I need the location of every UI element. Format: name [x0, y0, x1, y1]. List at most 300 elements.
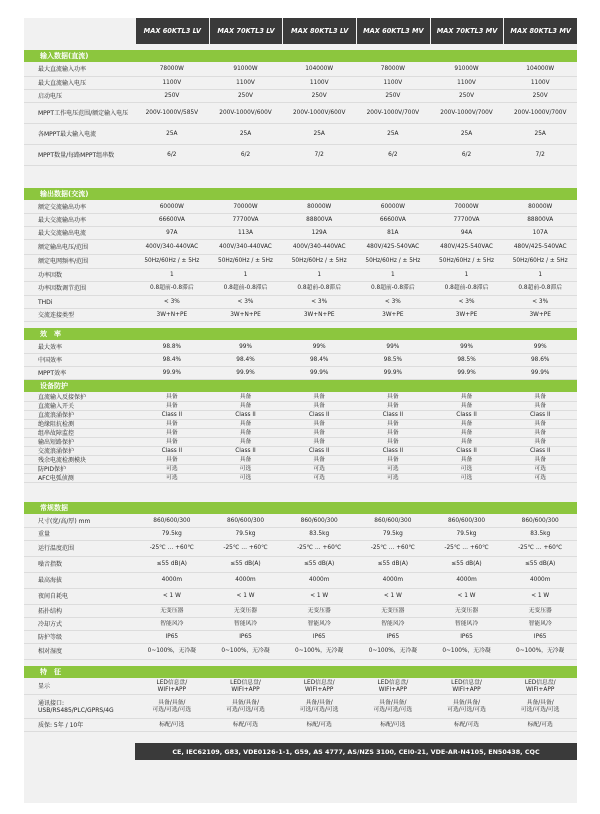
spec-value: 0.8超前-0.8滞后: [297, 285, 342, 291]
spec-value: 4000m: [161, 577, 183, 583]
spec-value: 4000m: [382, 577, 404, 583]
spec-label: 交流连接类型: [38, 311, 75, 319]
spec-value: < 3%: [458, 298, 475, 305]
spec-value: 具备/具备/ 可选/可选/可选: [373, 699, 413, 713]
spec-value: 3W+PE: [529, 311, 551, 318]
spec-value: 860/600/300: [300, 517, 338, 524]
spec-value: 3W+PE: [382, 311, 404, 318]
spec-value: 80000W: [307, 203, 332, 210]
spec-value: 79.5kg: [382, 530, 403, 537]
spec-value: 1: [317, 271, 322, 278]
section-header: 效 率: [24, 328, 577, 340]
spec-value: 25A: [534, 130, 546, 137]
spec-value: LED信息盘/ WIFI+APP: [377, 679, 409, 693]
spec-value: 具备: [166, 393, 178, 400]
spec-value: 83.5kg: [309, 530, 330, 537]
spec-value: 可选: [166, 465, 178, 472]
spec-value: < 1 W: [531, 593, 550, 599]
spec-label: 尺寸(宽/高/厚) mm: [38, 517, 91, 525]
model-header-4: MAX 70KTL3 MV: [430, 18, 504, 44]
model-header-0: MAX 60KTL3 LV: [135, 18, 209, 44]
spec-value: 具备: [166, 402, 178, 409]
spec-value: 具备: [387, 438, 399, 445]
spec-value: 1100V: [530, 79, 550, 86]
spec-value: 860/600/300: [374, 517, 412, 524]
spec-value: Class II: [382, 411, 404, 418]
section-header: 特 征: [24, 666, 577, 678]
spec-value: IP65: [165, 633, 179, 640]
spec-value: 0~100%，无冷凝: [368, 648, 417, 654]
spec-value: Class II: [235, 411, 256, 418]
spec-value: 1: [169, 271, 174, 278]
spec-row: [24, 402, 577, 411]
spec-value: 无变压器: [307, 607, 331, 614]
spec-value: 98.4%: [309, 356, 329, 363]
spec-label: 交流浪涌保护: [38, 447, 75, 455]
spec-value: 250V: [532, 92, 548, 99]
spec-value: 标配/可选: [527, 721, 553, 728]
spec-value: 113A: [237, 229, 254, 236]
spec-row: [24, 227, 577, 240]
spec-value: 860/600/300: [153, 517, 191, 524]
spec-value: 0~100%，无冷凝: [221, 648, 270, 654]
spec-label: 残余电流检测模块: [38, 456, 87, 464]
spec-value: 无变压器: [233, 607, 258, 614]
spec-value: 99.9%: [236, 369, 255, 376]
spec-row: [24, 438, 577, 447]
spec-value: 200V-1000V/585V: [145, 109, 199, 116]
spec-row: [24, 63, 577, 77]
section-header: 输入数据(直流): [24, 50, 577, 62]
spec-label: AFC电弧侦测: [38, 474, 74, 482]
spec-value: 具备/具备/ 可选/可选/可选: [152, 699, 192, 713]
model-header-5: MAX 80KTL3 MV: [503, 18, 577, 44]
spec-row: [24, 605, 577, 618]
spec-row: [24, 309, 577, 322]
spec-label: 绝缘阻抗检测: [38, 420, 75, 428]
spec-value: ≤55 dB(A): [377, 561, 408, 567]
spec-value: 50Hz/60Hz / ± 5Hz: [365, 258, 421, 264]
spec-value: 99%: [312, 343, 326, 350]
spec-value: 250V: [459, 92, 475, 99]
spec-value: -25℃ … +60℃: [149, 545, 194, 551]
spec-value: 具备/具备/ 可选/可选/可选: [447, 699, 486, 713]
spec-label: 额定输出电压/范围: [38, 243, 89, 251]
spec-value: 0.8超前-0.8滞后: [518, 285, 563, 291]
spec-row: [24, 474, 577, 483]
spec-row: [24, 240, 577, 255]
spec-value: 1100V: [236, 79, 255, 86]
spec-value: 99.9%: [309, 369, 329, 376]
spec-value: < 1 W: [310, 593, 329, 599]
spec-value: -25℃ … +60℃: [223, 545, 268, 551]
spec-value: < 1 W: [162, 593, 181, 599]
spec-row: [24, 695, 577, 719]
spec-row: [24, 631, 577, 644]
spec-value: 25A: [460, 130, 473, 137]
spec-label: 额定电网频率/范围: [38, 258, 89, 265]
spec-value: 50Hz/60Hz / ± 5Hz: [218, 258, 273, 264]
spec-value: 标配/可选: [306, 721, 332, 728]
spec-value: Class II: [308, 411, 330, 418]
spec-value: 6/2: [461, 151, 472, 158]
spec-value: 具备: [166, 429, 178, 436]
spec-value: IP65: [239, 633, 252, 640]
spec-label: 重量: [38, 530, 51, 538]
spec-label: MPPT效率: [38, 369, 67, 377]
spec-value: 94A: [460, 229, 473, 236]
spec-value: 4000m: [456, 577, 477, 583]
spec-value: LED信息盘/ WIFI+APP: [303, 679, 335, 693]
spec-row: [24, 145, 577, 166]
spec-value: 50Hz/60Hz / ± 5Hz: [291, 258, 347, 264]
spec-value: 60000W: [380, 203, 405, 210]
spec-row: [24, 341, 577, 354]
spec-value: 无变压器: [160, 607, 184, 614]
spec-value: 99%: [533, 343, 547, 350]
spec-value: 860/600/300: [447, 517, 486, 524]
spec-value: 70000W: [233, 203, 258, 210]
spec-row: [24, 528, 577, 541]
spec-value: 200V-1000V/700V: [366, 109, 420, 116]
spec-value: 具备: [313, 420, 325, 427]
spec-value: 具备/具备/ 可选/可选/可选: [226, 699, 265, 713]
spec-value: 0.8超前-0.8滞后: [223, 285, 268, 291]
spec-value: 智能风冷: [307, 620, 331, 627]
spec-value: 1100V: [383, 79, 403, 86]
spec-label: 显示: [38, 683, 51, 690]
spec-value: 6/2: [240, 151, 251, 158]
spec-value: 具备/具备/ 可选/可选/可选: [299, 699, 339, 713]
spec-row: [24, 573, 577, 589]
spec-value: < 3%: [163, 298, 180, 305]
spec-value: 可选: [534, 465, 546, 472]
spec-row: [24, 282, 577, 296]
spec-value: 具备: [239, 393, 252, 400]
spec-value: 具备: [460, 438, 473, 445]
spec-label: 最大效率: [38, 343, 63, 351]
spec-value: 0~100%，无冷凝: [295, 648, 344, 654]
spec-value: 0~100%，无冷凝: [516, 648, 565, 654]
spec-value: 250V: [311, 92, 327, 99]
spec-label: 最大交流输出功率: [38, 216, 87, 224]
spec-row: [24, 420, 577, 429]
spec-value: LED信息盘/ WIFI+APP: [524, 679, 556, 693]
spec-value: 0.8超前-0.8滞后: [444, 285, 489, 291]
spec-row: [24, 77, 577, 90]
spec-value: 99.9%: [162, 369, 182, 376]
spec-value: 25A: [166, 130, 178, 137]
spec-value: 480V/425-540VAC: [513, 243, 567, 250]
spec-value: 智能风冷: [381, 620, 405, 627]
spec-value: 可选: [239, 465, 252, 472]
spec-value: 具备: [166, 438, 178, 445]
spec-value: 60000W: [159, 203, 184, 210]
spec-value: 50Hz/60Hz / ± 5Hz: [439, 258, 494, 264]
spec-value: 250V: [237, 92, 254, 99]
spec-value: 400V/340-440VAC: [219, 243, 272, 250]
spec-value: 81A: [387, 229, 399, 236]
spec-label: 直流输入反接保护: [38, 393, 87, 401]
spec-row: [24, 411, 577, 420]
spec-row: [24, 618, 577, 631]
spec-value: 具备: [460, 420, 473, 427]
spec-value: Class II: [308, 447, 330, 454]
spec-value: Class II: [456, 447, 477, 454]
spec-value: 250V: [385, 92, 401, 99]
spec-value: -25℃ … +60℃: [297, 545, 342, 551]
spec-value: 7/2: [535, 151, 545, 158]
spec-value: 1100V: [162, 79, 182, 86]
spec-value: 91000W: [454, 66, 479, 72]
spec-value: 具备: [534, 429, 546, 436]
spec-value: 具备: [313, 438, 325, 445]
spec-value: 1: [391, 271, 395, 278]
spec-value: LED信息盘/ WIFI+APP: [230, 679, 261, 693]
spec-value: 标配/可选: [232, 721, 259, 728]
spec-value: 1: [464, 271, 469, 278]
spec-value: 4000m: [235, 577, 256, 583]
spec-row: [24, 679, 577, 695]
spec-value: 79.5kg: [161, 530, 182, 537]
spec-value: 78000W: [380, 66, 405, 72]
spec-value: Class II: [235, 447, 256, 454]
spec-row: [24, 269, 577, 282]
spec-label: 中国效率: [38, 356, 63, 364]
spec-label: 最大直流输入功率: [38, 66, 87, 73]
spec-value: 25A: [313, 130, 325, 137]
spec-value: -25℃ … +60℃: [518, 545, 563, 551]
spec-row: [24, 429, 577, 438]
model-header-3: MAX 60KTL3 MV: [356, 18, 430, 44]
spec-value: ≤55 dB(A): [525, 561, 556, 567]
spec-value: 1: [538, 271, 543, 278]
spec-value: 77700VA: [232, 216, 259, 223]
spec-value: 129A: [311, 229, 327, 236]
spec-value: 50Hz/60Hz / ± 5Hz: [144, 258, 200, 264]
spec-value: 200V-1000V/700V: [513, 109, 567, 116]
spec-row: [24, 255, 577, 269]
spec-label: 相对湿度: [38, 648, 63, 655]
spec-label: MPPT数量/每路MPPT组串数: [38, 151, 115, 159]
spec-label: 功率因数: [38, 271, 63, 279]
spec-value: 无变压器: [528, 607, 552, 614]
spec-value: 98.4%: [236, 356, 255, 363]
spec-row: [24, 719, 577, 732]
spec-value: < 1 W: [236, 593, 255, 599]
spec-value: 66600VA: [379, 216, 406, 223]
spec-value: 200V-1000V/600V: [292, 109, 346, 116]
spec-value: -25℃ … +60℃: [444, 545, 489, 551]
spec-row: [24, 557, 577, 573]
spec-value: 具备: [313, 393, 325, 400]
spec-value: 可选: [460, 465, 473, 472]
spec-value: 98.4%: [162, 356, 182, 363]
spec-label: 输出短路保护: [38, 438, 75, 446]
spec-value: 77700VA: [453, 216, 480, 223]
spec-value: 具备: [387, 402, 399, 409]
spec-value: 1: [243, 271, 248, 278]
spec-label: 防护等级: [38, 633, 63, 641]
spec-value: 可选: [239, 474, 252, 481]
spec-label: 直流输入开关: [38, 402, 75, 410]
spec-value: 智能风冷: [454, 620, 479, 627]
spec-value: ≤55 dB(A): [230, 561, 261, 567]
spec-value: 0.8超前-0.8滞后: [370, 285, 415, 291]
spec-label: 运行温度范围: [38, 545, 75, 552]
spec-value: 25A: [387, 130, 399, 137]
spec-value: 具备: [166, 456, 178, 463]
spec-value: 25A: [239, 130, 252, 137]
spec-value: 具备: [239, 456, 252, 463]
section-header: 常规数据: [24, 502, 577, 514]
spec-row: [24, 124, 577, 145]
spec-value: 860/600/300: [226, 517, 265, 524]
spec-value: 50Hz/60Hz / ± 5Hz: [512, 258, 568, 264]
spec-value: 具备: [460, 393, 473, 400]
spec-row: [24, 367, 577, 380]
spec-value: ≤55 dB(A): [451, 561, 482, 567]
spec-value: 99%: [460, 343, 473, 350]
spec-value: 具备: [460, 456, 473, 463]
spec-value: 99.9%: [530, 369, 550, 376]
spec-value: 具备: [534, 420, 546, 427]
spec-row: [24, 456, 577, 465]
spec-row: [24, 465, 577, 474]
certifications-footer: CE, IEC62109, G83, VDE0126-1-1, G59, AS 4777, AS/NZS 3100, CEI0-21, VDE-AR-N4105, EN50438, CQC: [135, 743, 577, 760]
spec-value: 88800VA: [527, 216, 554, 223]
spec-value: 107A: [532, 229, 548, 236]
spec-label: 组串故障监控: [38, 429, 75, 437]
spec-value: 88800VA: [306, 216, 333, 223]
section-header: 设备防护: [24, 380, 577, 392]
spec-value: 98.8%: [162, 343, 182, 350]
spec-value: 200V-1000V/700V: [440, 109, 493, 116]
spec-value: 具备: [534, 393, 546, 400]
spec-value: < 3%: [237, 298, 254, 305]
spec-value: 400V/340-440VAC: [292, 243, 346, 250]
spec-value: < 3%: [532, 298, 549, 305]
spec-value: 99.9%: [457, 369, 476, 376]
spec-value: 97A: [166, 229, 178, 236]
spec-value: Class II: [382, 447, 404, 454]
spec-label: 最大交流输出电流: [38, 229, 87, 237]
spec-value: < 1 W: [457, 593, 476, 599]
spec-value: 0~100%，无冷凝: [442, 648, 491, 654]
spec-value: Class II: [161, 411, 183, 418]
spec-value: Class II: [161, 447, 183, 454]
spec-value: 0.8超前-0.8滞后: [149, 285, 194, 291]
spec-value: 可选: [313, 465, 325, 472]
spec-value: 具备: [387, 456, 399, 463]
spec-label: 噪音指数: [38, 561, 63, 568]
spec-row: [24, 447, 577, 456]
spec-value: 可选: [387, 474, 399, 481]
spec-value: 66600VA: [158, 216, 185, 223]
spec-value: 480V/425-540VAC: [366, 243, 420, 250]
spec-label: 夜间自耗电: [38, 593, 69, 600]
spec-value: < 3%: [311, 298, 328, 305]
spec-value: 具备: [534, 456, 546, 463]
spec-row: [24, 393, 577, 402]
spec-row: [24, 201, 577, 214]
spec-value: 具备: [313, 456, 325, 463]
spec-label: 质保: 5年 / 10年: [38, 721, 84, 729]
spec-value: 具备: [166, 420, 178, 427]
section-header: 输出数据(交流): [24, 188, 577, 200]
datasheet-page: [24, 18, 577, 803]
spec-value: 98.5%: [457, 356, 476, 363]
spec-value: 具备: [387, 393, 399, 400]
spec-value: 400V/340-440VAC: [145, 243, 199, 250]
spec-value: 可选: [460, 474, 473, 481]
spec-value: 可选: [387, 465, 399, 472]
spec-row: [24, 644, 577, 660]
spec-value: 91000W: [233, 66, 258, 72]
spec-value: 80000W: [528, 203, 553, 210]
spec-value: 1100V: [309, 79, 329, 86]
spec-row: [24, 541, 577, 557]
spec-row: [24, 515, 577, 528]
spec-value: 4000m: [308, 577, 330, 583]
spec-value: < 3%: [384, 298, 401, 305]
spec-label: 通讯接口: USB/RS485/PLC/GPRS/4G: [38, 699, 114, 714]
spec-value: LED信息盘/ WIFI+APP: [451, 679, 482, 693]
spec-value: 智能风冷: [160, 620, 184, 627]
spec-value: 具备: [239, 438, 252, 445]
spec-label: 冷却方式: [38, 620, 63, 628]
model-header-2: MAX 80KTL3 LV: [282, 18, 356, 44]
spec-label: 最大直流输入电压: [38, 79, 87, 87]
spec-value: 70000W: [454, 203, 479, 210]
spec-value: 具备: [460, 402, 473, 409]
model-header-row: [135, 18, 577, 44]
spec-value: 0~100%，无冷凝: [147, 648, 196, 654]
spec-value: 860/600/300: [521, 517, 559, 524]
spec-value: 250V: [164, 92, 180, 99]
spec-value: 99%: [239, 343, 252, 350]
spec-value: 4000m: [529, 577, 551, 583]
spec-value: 智能风冷: [233, 620, 258, 627]
spec-value: 可选: [534, 474, 546, 481]
spec-value: 104000W: [305, 66, 334, 72]
spec-label: 启动电压: [38, 92, 63, 100]
spec-row: [24, 90, 577, 103]
spec-value: 3W+N+PE: [303, 311, 335, 318]
spec-value: Class II: [529, 411, 551, 418]
spec-value: 83.5kg: [530, 530, 551, 537]
model-header-1: MAX 70KTL3 LV: [209, 18, 283, 44]
spec-value: 78000W: [159, 66, 184, 72]
spec-value: IP65: [533, 633, 547, 640]
spec-row: [24, 589, 577, 605]
spec-value: 98.6%: [530, 356, 550, 363]
spec-value: 具备: [313, 402, 325, 409]
spec-row: [24, 214, 577, 227]
spec-value: 具备: [239, 420, 252, 427]
spec-label: 各MPPT最大输入电流: [38, 130, 97, 138]
spec-value: < 1 W: [383, 593, 402, 599]
spec-value: 3W+N+PE: [230, 311, 261, 318]
spec-value: 具备: [460, 429, 473, 436]
spec-value: 具备: [387, 420, 399, 427]
spec-value: IP65: [460, 633, 473, 640]
spec-value: 6/2: [167, 151, 177, 158]
spec-label: 额定交流输出功率: [38, 203, 87, 211]
spec-row: [24, 103, 577, 124]
spec-value: 标配/可选: [159, 721, 185, 728]
spec-value: 3W+N+PE: [156, 311, 188, 318]
